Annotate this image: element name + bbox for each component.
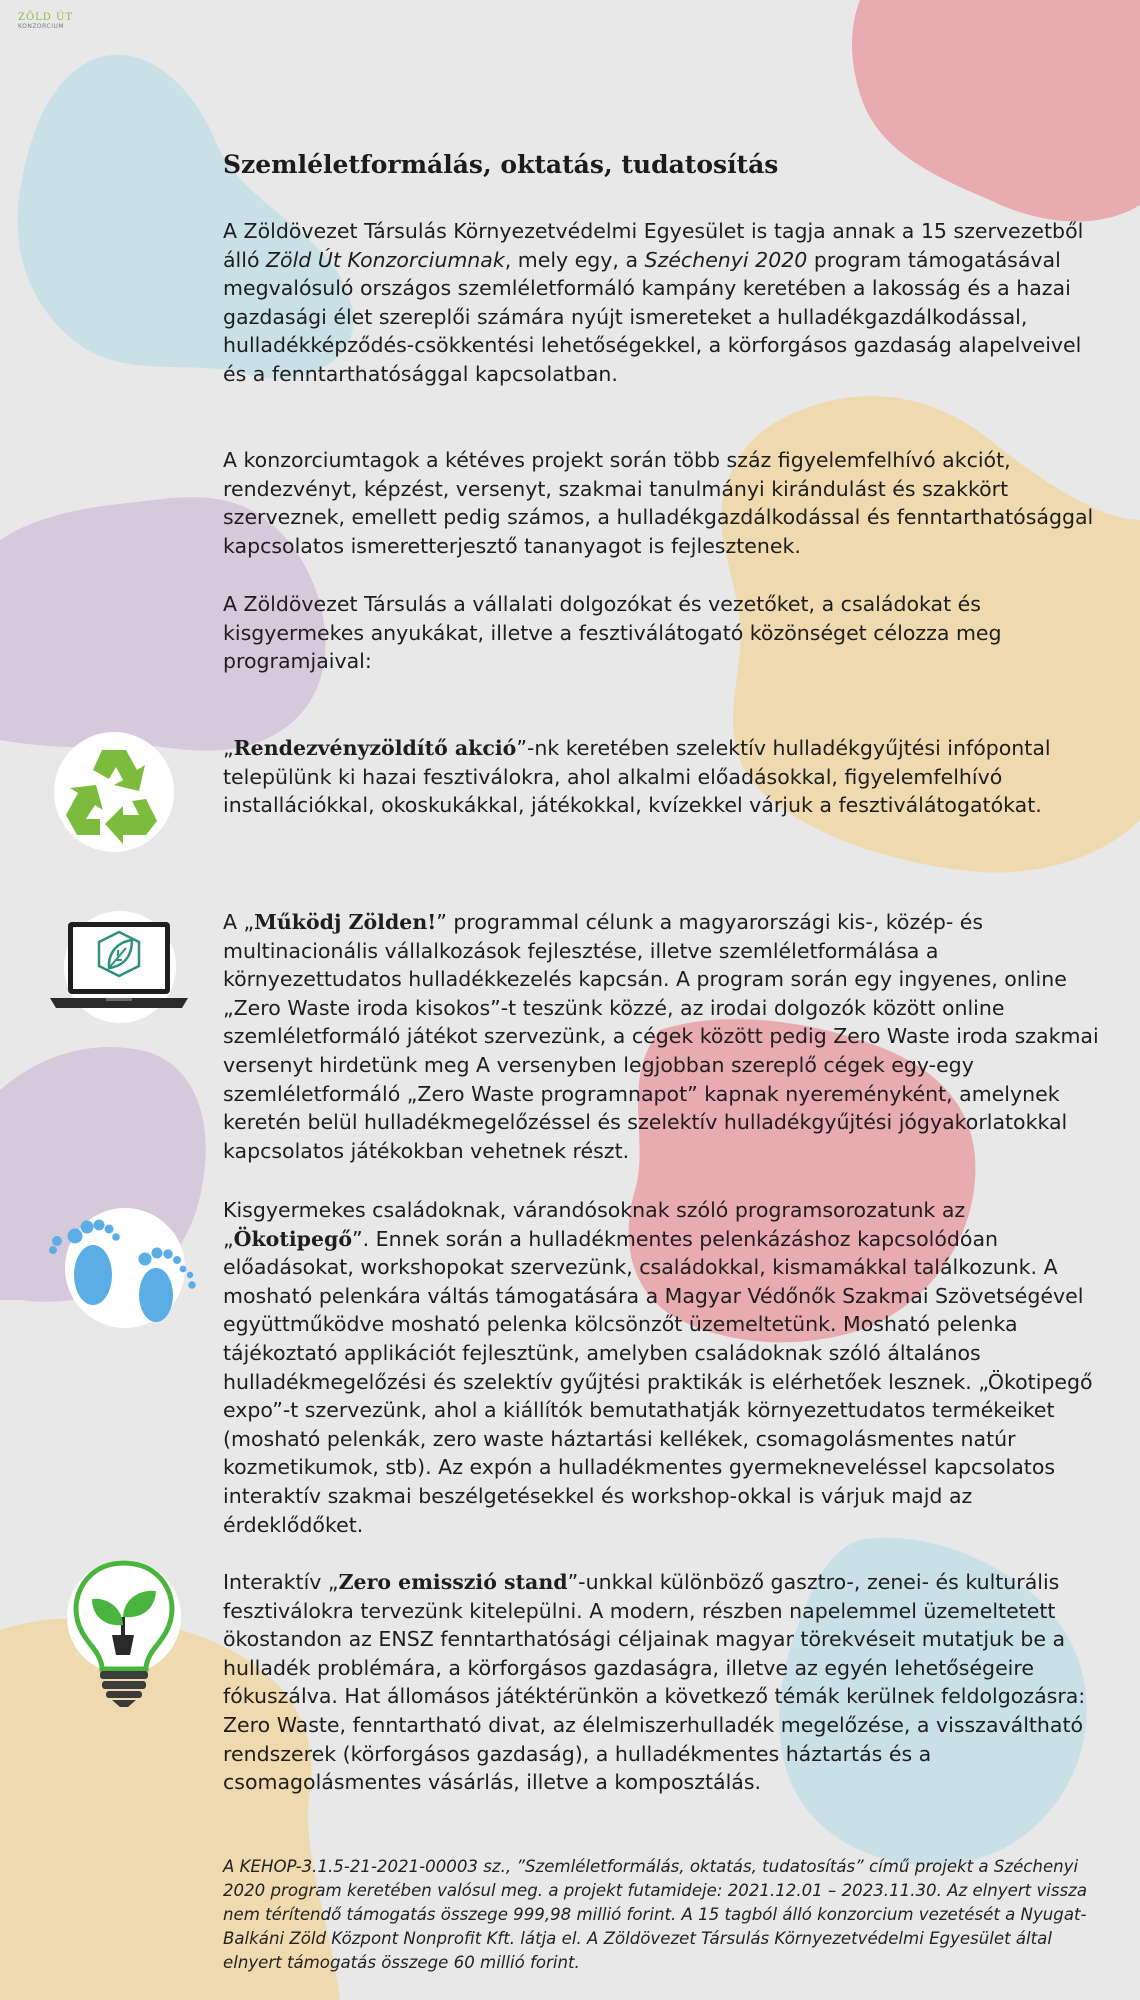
intro-paragraph-2: A konzorciumtagok a kétéves projekt során több száz figyelemfelhívó akciót, rendezvényt, képzést, versenyt, szakmai tanulmányi kirándulást és szakkört szerveznek, emellett pedig számos, a hulladékgazdálkodással és fenntarthatósággal kapcsolatos ismeretterjesztő tananyagot is fejlesztenek. [223,448,1094,558]
page-title: Szemléletformálás, oktatás, tudatosítás [223,150,779,179]
intro-italic-program: Széchenyi 2020 [644,247,808,272]
program-name: Ökotipegő [233,1226,353,1251]
intro-paragraph-3: A Zöldövezet Társulás a vállalati dolgozókat és vezetőket, a családokat és kisgyermekes anyukákat, illetve a fesztiválátogató közönséget célozza meg programjaival: [223,592,1002,674]
intro-italic-consortium: Zöld Út Konzorciumnak [266,247,505,272]
intro-text: , mely egy, a [504,247,645,272]
funding-footnote: A KEHOP-3.1.5-21-2021-00003 sz., ”Szemléletformálás, oktatás, tudatosítás” című projekt a Széchenyi 2020 program keretében valósul meg. a projekt futamideje: 2021.12.01 – 2023.11.30. Az elnyert vissza nem térítendő támogatás összege 999,98 millió forint. A 15 tagból álló konzorcium vezetését a Nyugat-Balkáni Zöld Központ Nonprofit Kft. látja el. A Zöldövezet Társulás Környezetvédelmi Egyesület által elnyert támogatás összege 60 millió forint. [223,1857,1088,1972]
program-name: Rendezvényzöldítő akció [233,736,517,760]
program-text: ”-nk keretében szelektív hulladékgyűjtési infópontal települünk ki hazai fesztiválokra, ahol alkalmi előadásokkal, figyelemfelhívó installációkkal, okoskukákkal, játékokkal, kvízekkel várjuk a fesztiválátogatókat. [223,736,1051,818]
lightbulb-plant-icon [62,1559,186,1709]
program-name: Működj Zölden! [254,910,437,934]
program-text: ”-unkkal különböző gasztro-, zenei- és kulturális fesztiválokra tervezünk kitelepülni. A modern, részben napelemmel üzemeltetett ökostandon az ENSZ fenntarthatósági céljainak magyar törekvéseit mutatjuk be a hulladék problémára, a körforgásos gazdaságra, illetve az egyén lehetőségeire fókuszálva. Hat állomásos játéktérünkön a következő témák kerülnek feldolgozásra: Zero Waste, fenntartható divat, az élelmiszerhulladék megelőzése, a visszaváltható rendszerek (körforgásos gazdaság), a hulladékmentes háztartás és a csomagolásmentes vásárlás, illetve a komposztálás. [223,1570,1086,1795]
intro-text: program támogatásával megvalósuló országos szemléletformáló kampány keretében a lakosság és a hazai gazdasági élet szereplői számára nyújt ismereteket a hulladékgazdálkodással, hulladékképződés-csökkentési lehetőségekkel, a körforgásos gazdaság alapelveivel és a fenntarthatósággal kapcsolatban. [223,247,1082,386]
program-zero-emisszio-stand [223,1568,1103,1797]
program-mukodj-zolden [223,908,1103,1165]
laptop-leaf-icon [50,910,190,1025]
recycle-icon [53,731,175,853]
intro-paragraph-1 [223,217,1103,389]
program-name: Zero emisszió stand [338,1570,568,1594]
program-text: Interaktív „ [223,1570,339,1594]
program-text: Kisgyermekes családoknak, várandósoknak szóló programsorozatunk az „ [223,1198,966,1251]
program-okotipego [223,1196,1103,1539]
program-rendezvenyzoldito [223,734,1103,820]
intro-text: A Zöldövezet Társulás Környezetvédelmi Egyesület is tagja annak a 15 szervezetből álló [223,219,1084,272]
program-text: ”. Ennek során a hulladékmentes pelenkázáshoz kapcsolódóan előadásokat, workshopokat szervezünk, családokkal, kismamákkal találkozunk. A mosható pelenkára váltás támogatására a Magyar Védőnők Szakmai Szövetségével együttműködve mosható pelenka kölcsönzőt üzemeltetünk. Mosható pelenka tájékoztató applikációt fejlesztünk, amelyben családoknak szóló általános hulladékmegelőzési és szelektív gyűjtési praktikák is elérhetőek lesznek. „Ökotipegő expo”-t szervezünk, ahol a kiállítók bemutathatják környezettudatos termékeiket (mosható pelenkák, zero waste háztartási kellékek, csomagolásmentes natúr kozmetikumok, stb). Az expón a hulladékmentes gyermekneveléssel kapcsolatos interaktív szakmai beszélgetésekkel és workshop-okkal is várjuk majd az érdeklődőket. [223,1226,1093,1537]
program-text: A „ [223,910,255,934]
logo [18,12,74,38]
program-text: ” programmal célunk a magyarországi kis-, közép- és multinacionális vállalkozások fejlesztése, illetve szemléletformálása a környezettudatos hulladékkezelés kapcsán. A program során egy ingyenes, online „Zero Waste iroda kisokos”-t teszünk közzé, az irodai dolgozók között online szemléletformáló játékot szervezünk, a cégek között pedig Zero Waste iroda szakmai versenyt hirdetünk meg A versenyben legjobban szereplő cégek egy-egy szemléletformáló „Zero Waste programnapot” kapnak nyereményként, amelynek keretén belül hulladékmegelőzéssel és szelektív hulladékgyűjtési jógyakorlatokkal kapcsolatos játékokban vehetnek részt. [223,910,1099,1163]
footprints-icon [48,1203,198,1333]
logo-line-2: KONZORCIUM [18,23,65,30]
program-text: „ [223,736,234,760]
logo-line-1: ZÖLD ÚT [18,12,74,23]
